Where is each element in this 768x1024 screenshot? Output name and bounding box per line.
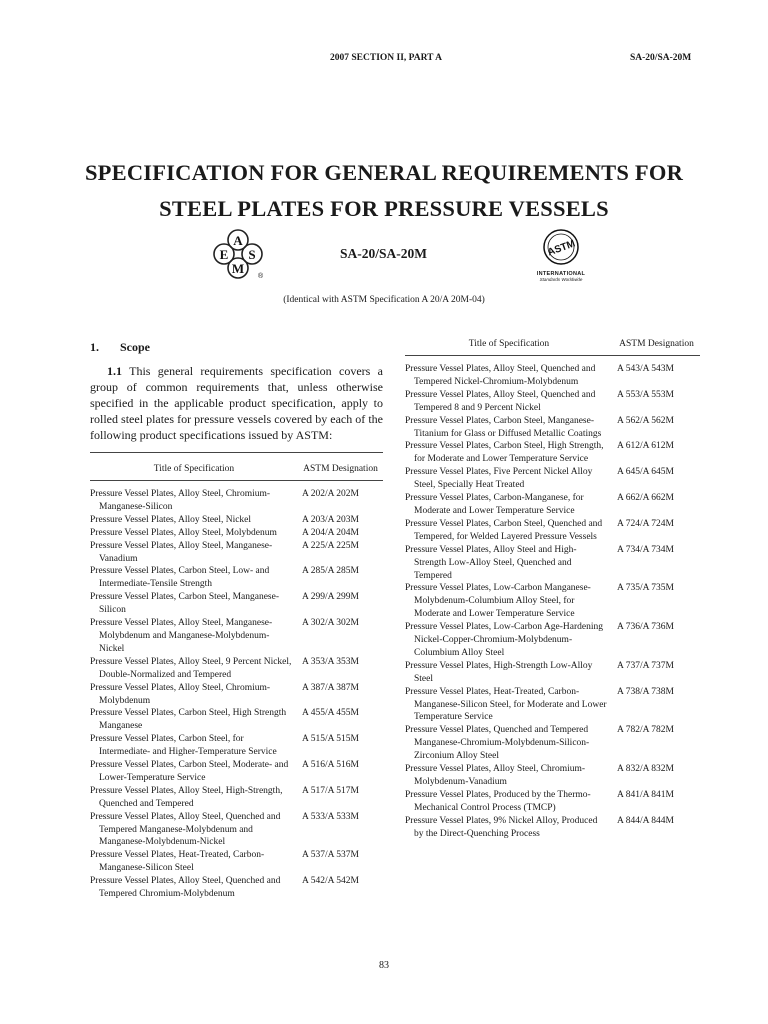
astm-emblem-icon	[541, 228, 581, 266]
emblem-letter-bottom: M	[231, 261, 245, 276]
astm-designation-cell: A 202/A 202M	[302, 489, 360, 499]
table-row	[405, 356, 700, 389]
astm-designation-cell: A 204/A 204M	[302, 527, 360, 538]
spec-title-cell: Pressure Vessel Plates, Alloy Steel, 9 Percent Nickel, Double-Normalized and Tempered	[90, 656, 292, 680]
table-row	[90, 759, 383, 785]
table-row	[405, 621, 700, 660]
spec-title-cell: Pressure Vessel Plates, Low-Carbon Age-Hardening Nickel-Copper-Chromium-Molybdenum-Columbium Alloy Steel	[405, 622, 603, 658]
paragraph-ref: 1.1	[107, 364, 122, 378]
table-row	[90, 682, 383, 708]
table-row	[90, 707, 383, 733]
spec-title-cell: Pressure Vessel Plates, Alloy Steel, High-Strength, Quenched and Tempered	[90, 785, 283, 809]
table-row	[405, 789, 700, 815]
spec-title-cell: Pressure Vessel Plates, 9% Nickel Alloy, Produced by the Direct-Quenching Process	[405, 815, 598, 839]
astm-designation-cell: A 516/A 516M	[302, 760, 360, 771]
table-row	[90, 811, 383, 850]
table-row	[90, 540, 383, 566]
astm-logo-name: INTERNATIONAL	[536, 271, 586, 277]
astm-designation-cell: A 387/A 387M	[302, 682, 360, 693]
astm-designation-cell: A 724/A 724M	[617, 518, 675, 529]
table-row	[405, 440, 700, 466]
designation-label: SA-20/SA-20M	[340, 246, 427, 261]
astm-designation-cell: A 455/A 455M	[302, 708, 360, 719]
spec-title-cell: Pressure Vessel Plates, Alloy Steel, Chromium-Molybdenum-Vanadium	[405, 764, 586, 787]
spec-table-right	[405, 338, 700, 841]
table-row	[405, 815, 700, 841]
astm-designation-cell: A 553/A 553M	[617, 389, 675, 400]
asme-emblem-logo	[210, 226, 266, 287]
astm-designation-cell: A 542/A 542M	[302, 876, 360, 887]
table-row	[405, 686, 700, 725]
emblem-letter-top: A	[233, 233, 243, 248]
table-row	[405, 518, 700, 544]
table-row	[90, 733, 383, 759]
astm-designation-cell: A 299/A 299M	[302, 592, 360, 603]
table-row	[90, 514, 383, 527]
section-title: Scope	[120, 340, 150, 354]
spec-title-cell: Pressure Vessel Plates, Quenched and Tempered Manganese-Chromium-Molybdenum-Silicon-Zirconium Alloy Steel	[405, 725, 590, 762]
spec-title-cell: Pressure Vessel Plates, Carbon Steel, High Strength Manganese	[90, 708, 287, 732]
astm-designation-cell: A 844/A 844M	[617, 815, 675, 826]
section-heading	[90, 340, 383, 355]
spec-title-cell: Pressure Vessel Plates, Alloy Steel, Chromium-Manganese-Silicon	[90, 489, 271, 512]
spec-title-cell: Pressure Vessel Plates, Carbon Steel, Moderate- and Lower-Temperature Service	[90, 760, 289, 783]
astm-international-logo	[530, 228, 592, 282]
spec-title-cell: Pressure Vessel Plates, Alloy Steel and High-Strength Low-Alloy Steel, Quenched and Tempered	[405, 544, 577, 581]
table-row	[405, 492, 700, 518]
table-row	[90, 591, 383, 617]
spec-title-cell: Pressure Vessel Plates, Alloy Steel, Nickel	[90, 514, 252, 525]
spec-title-cell: Pressure Vessel Plates, Carbon Steel, Quenched and Tempered, for Welded Layered Pressure Vessels	[405, 518, 603, 542]
identical-with-note: (Identical with ASTM Specification A 20/A 20M-04)	[283, 295, 485, 305]
spec-title-cell: Pressure Vessel Plates, Alloy Steel, Chromium-Molybdenum	[90, 682, 271, 706]
spec-table-left	[90, 452, 383, 901]
emblem-letter-right: S	[248, 247, 256, 262]
spec-title-cell: Pressure Vessel Plates, Alloy Steel, Molybdenum	[90, 527, 277, 538]
title-line-2: STEEL PLATES FOR PRESSURE VESSELS	[159, 196, 609, 221]
spec-title-cell: Pressure Vessel Plates, Alloy Steel, Manganese-Vanadium	[90, 540, 273, 564]
paragraph-text: This general requirements specification covers a group of common requirements that, unless otherwise specified in the applicable product specification, apply to rolled steel plates for pressure vessels covered by each of the following product specifications issued by ASTM:	[90, 364, 383, 442]
table-row	[90, 849, 383, 875]
spec-title-cell: Pressure Vessel Plates, Alloy Steel, Quenched and Tempered Nickel-Chromium-Molybdenum	[405, 364, 596, 387]
spec-title-cell: Pressure Vessel Plates, Five Percent Nickel Alloy Steel, Specially Heat Treated	[405, 467, 593, 491]
astm-designation-cell: A 285/A 285M	[302, 566, 360, 577]
spec-title-cell: Pressure Vessel Plates, Carbon Steel, Low- and Intermediate-Tensile Strength	[90, 566, 270, 590]
astm-designation-cell: A 736/A 736M	[617, 622, 675, 633]
running-header-section: 2007 SECTION II, PART A	[330, 53, 443, 63]
astm-designation-cell: A 517/A 517M	[302, 785, 360, 796]
column-header-designation: ASTM Designation	[303, 464, 378, 474]
table-row	[405, 763, 700, 789]
table-row	[90, 656, 383, 682]
spec-title-cell: Pressure Vessel Plates, Alloy Steel, Quenched and Tempered Chromium-Molybdenum	[90, 876, 281, 900]
column-header-title: Title of Specification	[153, 464, 235, 474]
table-row	[90, 481, 383, 514]
spec-title-cell: Pressure Vessel Plates, Alloy Steel, Quenched and Tempered 8 and 9 Percent Nickel	[405, 389, 596, 413]
table-row	[405, 544, 700, 583]
table-row	[90, 617, 383, 656]
column-header-designation: ASTM Designation	[619, 339, 694, 349]
spec-title-cell: Pressure Vessel Plates, Carbon Steel, Manganese-Silicon	[90, 592, 279, 616]
astm-designation-cell: A 738/A 738M	[617, 686, 675, 697]
spec-title-cell: Pressure Vessel Plates, Heat-Treated, Carbon-Manganese-Silicon Steel, for Moderate and Lower Temperature Service	[405, 686, 607, 723]
astm-designation-cell: A 203/A 203M	[302, 514, 360, 525]
table-row	[90, 875, 383, 901]
left-column	[90, 340, 383, 901]
astm-logo-tagline: Standards Worldwide	[539, 277, 583, 282]
scope-paragraph	[90, 363, 383, 443]
spec-title-cell: Pressure Vessel Plates, Carbon Steel, for Intermediate- and Higher-Temperature Service	[90, 734, 277, 758]
astm-designation-cell: A 302/A 302M	[302, 618, 360, 629]
astm-designation-cell: A 562/A 562M	[617, 415, 675, 426]
astm-designation-cell: A 841/A 841M	[617, 789, 675, 800]
table-row	[405, 724, 700, 763]
table-row	[405, 415, 700, 441]
registered-mark: ®	[258, 273, 264, 280]
table-row	[405, 660, 700, 686]
astm-designation-cell: A 225/A 225M	[302, 540, 360, 551]
title-line-1: SPECIFICATION FOR GENERAL REQUIREMENTS FOR	[84, 160, 684, 185]
column-header-title: Title of Specification	[468, 339, 550, 349]
astm-designation-cell: A 645/A 645M	[617, 467, 675, 478]
astm-designation-cell: A 537/A 537M	[302, 850, 360, 861]
spec-title-cell: Pressure Vessel Plates, Low-Carbon Manganese-Molybdenum-Columbium Alloy Steel, for Moderate and Lower Temperature Service	[405, 583, 591, 620]
right-column	[405, 338, 700, 841]
spec-title-cell: Pressure Vessel Plates, Carbon Steel, Manganese-Titanium for Glass or Diffused Metallic Coatings	[405, 415, 602, 439]
spec-title-cell: Pressure Vessel Plates, Alloy Steel, Quenched and Tempered Manganese-Molybdenum and Manganese-Molybdenum-Nickel	[90, 811, 281, 848]
spec-table-left-body	[90, 481, 383, 902]
table-row	[90, 565, 383, 591]
astm-designation-cell: A 737/A 737M	[617, 660, 675, 671]
spec-title-cell: Pressure Vessel Plates, Heat-Treated, Carbon-Manganese-Silicon Steel	[90, 850, 265, 874]
table-row	[90, 785, 383, 811]
emblem-letter-left: E	[219, 247, 229, 262]
table-row	[405, 466, 700, 492]
astm-wordmark: ASTM	[546, 238, 577, 259]
astm-designation-cell: A 533/A 533M	[302, 811, 360, 822]
table-row	[405, 389, 700, 415]
astm-designation-cell: A 515/A 515M	[302, 734, 360, 745]
astm-designation-cell: A 734/A 734M	[617, 544, 675, 555]
spec-title-cell: Pressure Vessel Plates, Alloy Steel, Manganese-Molybdenum and Manganese-Molybdenum-Nickel	[90, 618, 273, 654]
spec-title-cell: Pressure Vessel Plates, Produced by the Thermo-Mechanical Control Process (TMCP)	[405, 789, 591, 813]
table-row	[405, 582, 700, 621]
astm-designation-cell: A 832/A 832M	[617, 764, 675, 775]
astm-designation-cell: A 735/A 735M	[617, 583, 675, 594]
astm-designation-cell: A 353/A 353M	[302, 656, 360, 667]
spec-table-right-body	[405, 356, 700, 841]
spec-title-cell: Pressure Vessel Plates, Carbon-Manganese, for Moderate and Lower Temperature Service	[405, 493, 584, 516]
running-header-spec-code: SA-20/SA-20M	[630, 53, 692, 63]
page-number: 83	[379, 960, 389, 971]
astm-designation-cell: A 543/A 543M	[617, 364, 675, 374]
astm-designation-cell: A 612/A 612M	[617, 441, 675, 452]
section-number: 1.	[90, 340, 99, 354]
astm-designation-cell: A 782/A 782M	[617, 725, 675, 736]
astm-designation-cell: A 662/A 662M	[617, 493, 675, 504]
spec-title-cell: Pressure Vessel Plates, High-Strength Low-Alloy Steel	[405, 660, 593, 684]
table-row	[90, 527, 383, 540]
spec-title-cell: Pressure Vessel Plates, Carbon Steel, High Strength, for Moderate and Lower Temperature Service	[405, 441, 604, 465]
page-title	[40, 155, 728, 227]
